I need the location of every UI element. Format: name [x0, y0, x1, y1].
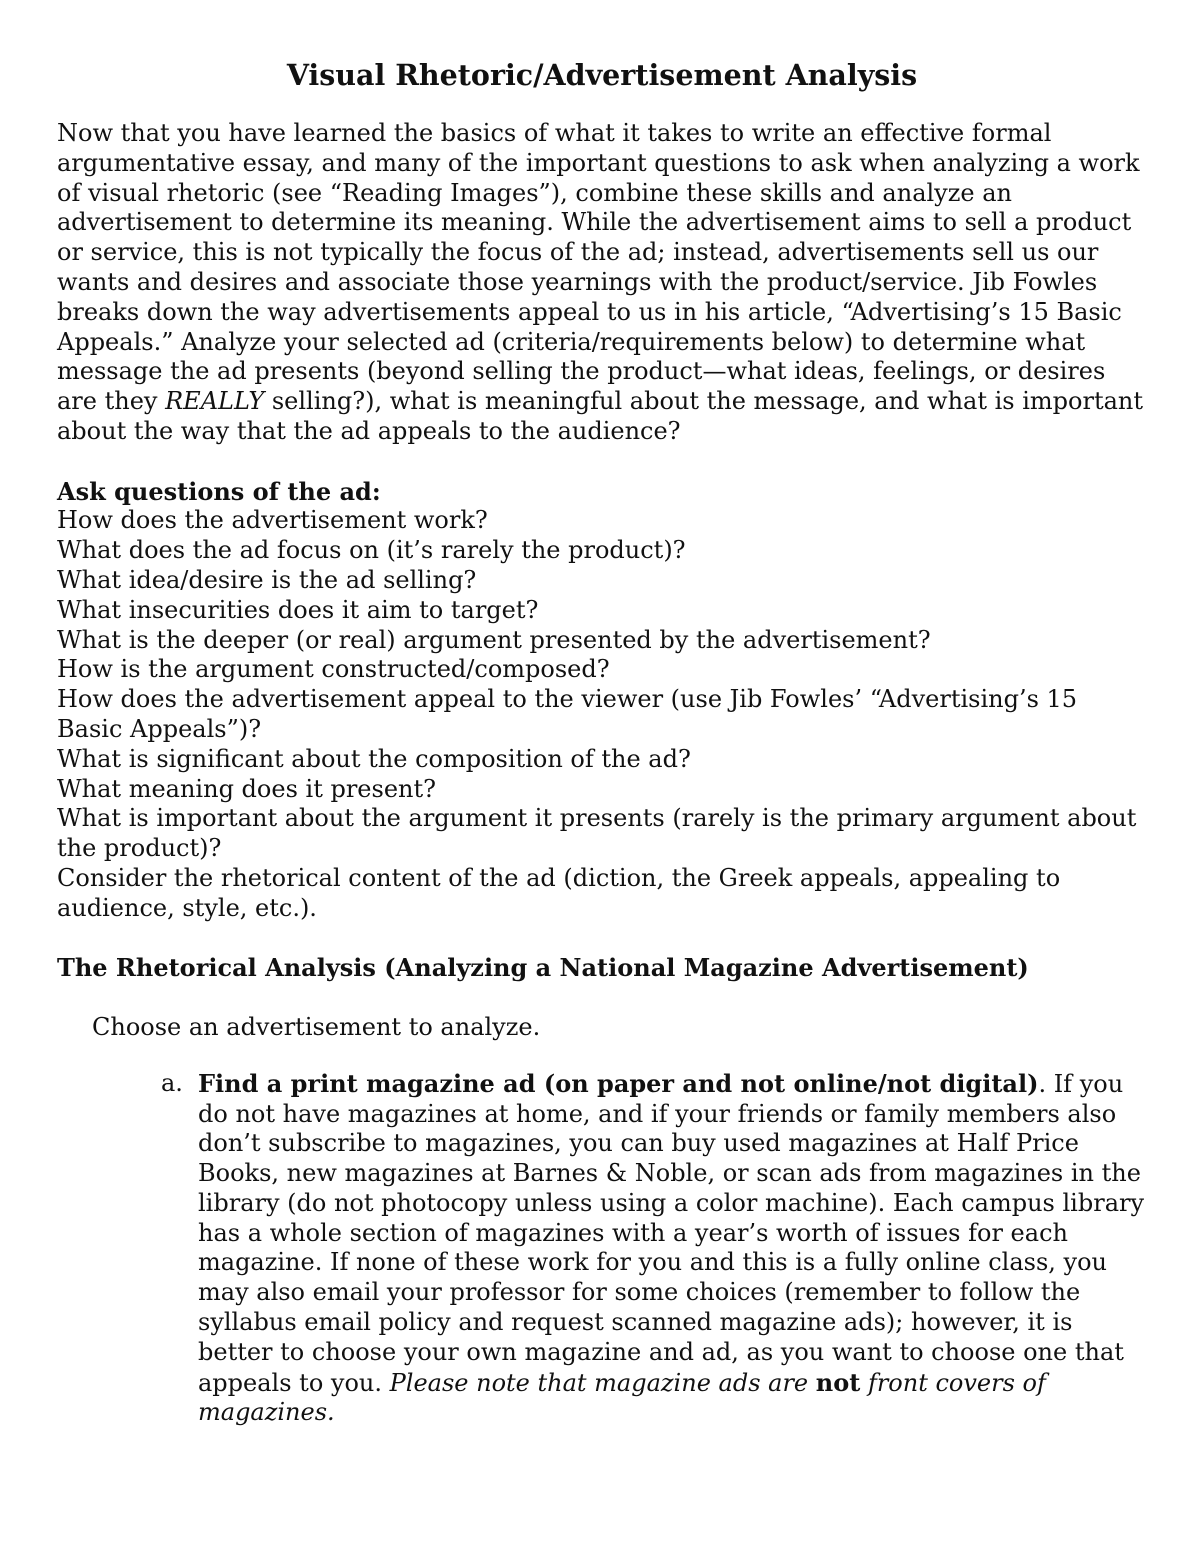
requirement-bold-text: Find a print magazine ad (on paper and not online/not digital)	[198, 1068, 1039, 1098]
requirement-note-emphasis: not	[815, 1367, 861, 1397]
choose-ad-line: Choose an advertisement to analyze.	[92, 1012, 541, 1041]
question-item: What meaning does it present?	[57, 774, 436, 803]
intro-text-part2: selling?), what is meaningful about the message, and what is important about the way that the ad appeals to the audience?	[57, 387, 1144, 445]
list-marker: a.	[161, 1068, 183, 1097]
intro-paragraph	[57, 119, 1147, 447]
spacer	[57, 924, 1147, 954]
question-item: What is significant about the composition of the ad?	[57, 744, 691, 773]
question-item: How does the advertisement work?	[57, 506, 488, 535]
intro-emphasis: REALLY	[165, 387, 265, 416]
requirement-body-text: . If you do not have magazines at home, and if your friends or family members also don’t subscribe to magazines, you can buy used magazines at Half Price Books, new magazines at Barnes & Noble, or scan ads from magazines in the library (do not photocopy unless using a color machine). Each campus library has a whole section of magazines with a year’s worth of issues for each magazine. If none of these work for you and this is a fully online class, you may also email your professor for some choices (remember to follow the syllabus email policy and request scanned magazine ads); however, it is better to choose your own magazine and ad, as you want to choose one that appeals to you.	[198, 1069, 1145, 1397]
question-item: What insecurities does it aim to target?	[57, 595, 539, 624]
spacer	[57, 983, 1147, 1013]
questions-heading: Ask questions of the ad:	[57, 476, 381, 506]
question-item: How is the argument constructed/composed?	[57, 655, 610, 684]
requirement-note-start: Please note that magazine ads are	[389, 1368, 816, 1397]
question-item: What is the deeper (or real) argument presented by the advertisement?	[57, 625, 931, 654]
spacer	[57, 447, 1147, 477]
requirement-item-a	[57, 1069, 1147, 1429]
requirements-list	[57, 1069, 1147, 1429]
question-item: Consider the rhetorical content of the ad (diction, the Greek appeals, appealing to audience, style, etc.).	[57, 863, 1061, 922]
requirement-note-end: front covers of magazines.	[198, 1368, 1046, 1427]
questions-list	[57, 506, 1147, 923]
question-item: What idea/desire is the ad selling?	[57, 565, 477, 594]
document-title: Visual Rhetoric/Advertisement Analysis	[286, 58, 918, 92]
document-page	[57, 55, 1147, 1428]
question-item: How does the advertisement appeal to the viewer (use Jib Fowles’ “Advertising’s 15 Basic Appeals”)?	[57, 685, 1078, 743]
question-item: What is important about the argument it presents (rarely is the primary argument about the product)?	[57, 804, 1137, 863]
spacer	[57, 1043, 1147, 1069]
section-heading: The Rhetorical Analysis (Analyzing a National Magazine Advertisement)	[57, 953, 1029, 983]
question-item: What does the ad focus on (it’s rarely the product)?	[57, 536, 686, 565]
intro-text-part1: Now that you have learned the basics of what it takes to write an effective formal argumentative essay, and many of the important questions to ask when analyzing a work of visual rhetoric (see “Reading Images”), combine these skills and analyze an advertisement to determine its meaning. While the advertisement aims to sell a product or service, this is not typically the focus of the ad; instead, advertisements sell us our wants and desires and associate those yearnings with the product/service. Jib Fowles breaks down the way advertisements appeal to us in his article, “Advertising’s 15 Basic Appeals.” Analyze your selected ad (criteria/requirements below) to determine what message the ad presents (beyond selling the product—what ideas, feelings, or desires are they	[57, 119, 1140, 416]
